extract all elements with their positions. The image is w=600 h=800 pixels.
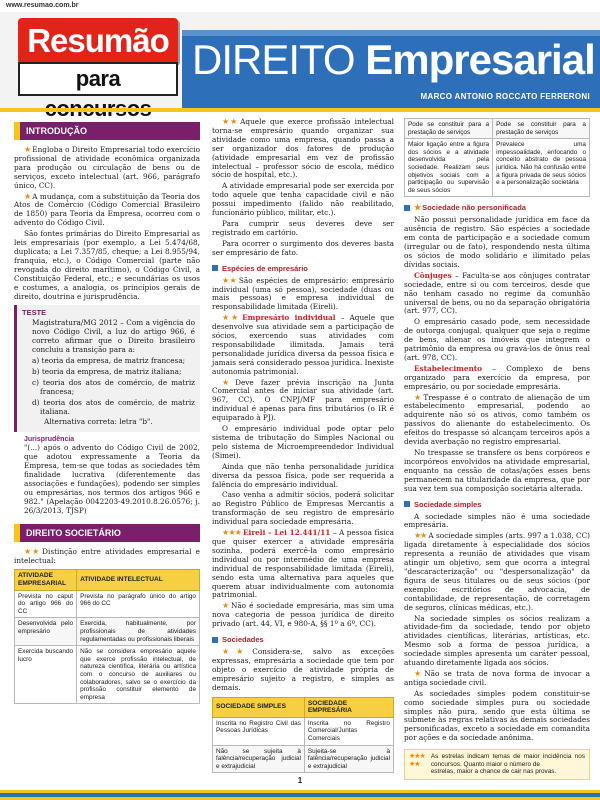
page-title bbox=[192, 36, 595, 84]
table-sociedades-continued bbox=[404, 118, 590, 197]
paragraph: Ainda que não tenha personalidade jurídica diversa da pessoa física, pode ser requerida a falência do empresário individual. bbox=[212, 461, 394, 489]
table-header: SOCIEDADE SIMPLES bbox=[213, 697, 305, 717]
paragraph: O empresário casado pode, sem necessidade de outorga conjugal, qualquer que seja o regime de bens, alienar os imóveis que integrem o patrimônio da empresa ou gravá-los de ônus real (art. 978, CC). bbox=[404, 317, 590, 362]
star-icon: ★ bbox=[24, 145, 31, 154]
table-row: Prevista no caput do artigo 966 do CC Prevista no parágrafo único do artigo 966 do CC bbox=[15, 590, 200, 618]
title-part2: Empresarial bbox=[365, 36, 595, 83]
table-atividades bbox=[14, 569, 200, 704]
table-row: Inscrita no Registro Civil das Pessoas Jurídicas Inscrita no Registro Comercial/Juntas Comerciais bbox=[213, 717, 394, 745]
paragraph: ★ A mudança, com a substituição da Teoria dos Atos de Comércio (Código Comercial Brasileiro de 1850) para Teoria da Empresa, ocorreu com o advento do Código Civil. bbox=[14, 191, 201, 228]
legend-text-2: estrelas, maior a chance de cair nas provas. bbox=[430, 768, 557, 776]
paragraph: Cônjuges – Faculta-se aos cônjuges contratar sociedade, entre si ou com terceiros, desde que não tenham casado no regime da comunhão universal de bens, ou no da separação obrigatória (art. 977, CC). bbox=[404, 270, 590, 316]
paragraph: ★★ Empresário individual – Aquele que desenvolve sua atividade sem a participação de sócios, exercendo suas atividades com responsabilidade ilimitada. Jamais terá personalidade jurídica diversa da pessoa física e jamais será considerado pessoa jurídica. Inexiste autonomia patrimonial. bbox=[212, 313, 395, 376]
paragraph: A sociedade simples não é uma sociedade empresária. bbox=[404, 511, 590, 530]
paragraph: Para ocorrer o surgimento dos deveres basta ser empresário de fato. bbox=[212, 238, 394, 257]
star-icon: ★ bbox=[222, 377, 234, 387]
paragraph: ★ Não se trata de nova forma de invocar a antiga sociedade civil. bbox=[404, 668, 590, 687]
paragraph: Caso venha a admitir sócios, poderá solicitar ao Registro Público de Empresas Mercantis a transformação de seu registro de empresário individual para sociedade empresária. bbox=[212, 490, 394, 527]
table-row: Desenvolvida pelo empresário Exercida, habitualmente, por profissionais de atividades regulamentadas ou profissionais liberais bbox=[15, 618, 200, 646]
paragraph: ★★ Aquele que exerce profissão intelectual torna-se empresário quando organizar sua atividade como uma empresa, quando passa a ser organizador dos fatores de produção (atividade empresarial em vez de profissão intelectual – professor sócio de escola, médico sócio de hospital, etc.). bbox=[212, 117, 394, 180]
paragraph: No trespasse se transfere os bens corpóreos e incorpóreos envolvidos na atividade empresarial, enquanto na cessão de cotas/ações esses bens permanecem na titularidade da empresa, que por sua vez tem sua composição societária alterada. bbox=[404, 448, 590, 493]
subsection-title: Espécies de empresário bbox=[212, 264, 394, 273]
teste-box bbox=[14, 305, 200, 432]
paragraph: Na sociedade simples os sócios realizam a atividade-fim da sociedade, tendo por objeto atividades científicas, literárias, artísticas, etc. Mesmo sob a forma de pessoa jurídica, a sociedade simples apresenta um caráter pessoal, atuando diretamente ligada aos sócios. bbox=[404, 613, 590, 668]
teste-option-c: c) teoria dos atos de comércio, de matriz francesa; bbox=[32, 377, 195, 396]
column-3 bbox=[404, 118, 590, 780]
paragraph: ★ Trespasse é o contrato de alienação de um estabelecimento empresarial, podendo ao adquirente não só os ativos, como também os passivos do alienante do estabelecimento. Os efeitos do trespasse só alcançam terceiros após a devida averbação no registro empresarial. bbox=[404, 392, 590, 447]
star-icon: ★★ bbox=[414, 531, 427, 541]
page-number: 1 bbox=[297, 776, 303, 785]
subsection-title: Sociedades bbox=[212, 635, 394, 644]
star-icon: ★★ bbox=[222, 275, 237, 285]
star-icon: ★★ bbox=[24, 546, 41, 556]
paragraph: São fontes primárias do Direito Empresarial as leis empresariais (por exemplo, a Lei 5.474/68, duplicata; a Lei 7.357/85, cheque; a Lei 8.955/94, franquia, etc.), o Código Comercial (parte não revogada do direito marítimo), o Código Civil, a Constituição Federal, etc.; e secundárias os usos e costumes, a analogia, os princípios gerais de direito, doutrina e jurisprudência. bbox=[14, 229, 200, 301]
subsection-title: Sociedade simples bbox=[404, 500, 590, 509]
paragraph: A atividade empresarial pode ser exercida por todo aquele que tenha capacidade civil e não possui impedimento (falido não reabilitado, funcionário público, militar, etc.). bbox=[212, 181, 394, 218]
paragraph: ★★ Distinção entre atividades empresarial e intelectual: bbox=[14, 546, 200, 565]
paragraph: ★ Deve fazer prévia inscrição na Junta Comercial antes de iniciar sua atividade (art. 967, CC). O CNPJ/MF para empresário individual é apenas para fins tributários (o IR é equiparado à PJ). bbox=[212, 377, 395, 423]
paragraph: As sociedades simples podem constituir-se como sociedade simples pura ou sociedade simples não pura, sendo que esta última se submete às regras relativas às demais sociedades personificadas, exceto a sociedade em comandita por ações e da sociedade anônima. bbox=[404, 688, 590, 743]
square-bullet-icon bbox=[404, 205, 410, 211]
logo-bottom-text: para bbox=[18, 62, 178, 96]
table-row: Não se sujeita à falência/recuperação judicial e extrajudicial Sujeita-se à falência/recuperação judicial e extrajudicial bbox=[213, 745, 394, 773]
square-bullet-icon bbox=[212, 265, 218, 271]
square-bullet-icon bbox=[212, 637, 218, 643]
teste-question: Magistratura/MG 2012 – Com a vigência do novo Código Civil, a luz do artigo 966, é correto afirmar que o Direito brasileiro concluiu a transição para a: bbox=[32, 318, 195, 355]
paragraph: ★ Engloba o Direito Empresarial todo exercício profissional de atividade econômica organizada para produção ou circulação de bens ou de serviços, exceto intelectual (art. 966, parágrafo único, CC). bbox=[14, 145, 200, 190]
teste-label: TESTE bbox=[22, 308, 47, 318]
teste-option-d: d) teoria dos atos de comércio, de matriz italiana. bbox=[32, 397, 195, 416]
subsection-title: ★ Sociedade não personificada bbox=[404, 203, 590, 212]
star-icon: ★ bbox=[24, 191, 31, 201]
star-icon: ★★★ bbox=[409, 753, 425, 761]
jurisprudencia-label: Jurisprudência bbox=[24, 436, 75, 444]
paragraph: Estabelecimento – Complexo de bens organizado para exercício da empresa, por empresário, ou por sociedade empresária. bbox=[404, 363, 590, 391]
section-title-societario: DIREITO SOCIETÁRIO bbox=[14, 524, 200, 542]
table-sociedades bbox=[212, 697, 394, 774]
table-row: Maior ligação entre a figura dos sócios e a atividade desenvolvida pela sociedade. Realizam seus objetivos sociais com a participação ou supervisão de seus sócios Prevalece uma impessoalidade, enfocando o conceito abstrato de pessoa jurídica. Não há confusão entre a figura privada de seus sócios e a personalização societária bbox=[405, 139, 590, 197]
column-1 bbox=[14, 118, 200, 708]
star-icon: ★★ bbox=[222, 647, 251, 657]
star-icon: ★★ bbox=[409, 760, 420, 768]
star-icon: ★ bbox=[222, 601, 229, 611]
paragraph: Para cumprir seus deveres deve ser registrado em cartório. bbox=[212, 218, 394, 237]
star-icon: ★★ bbox=[222, 313, 241, 323]
section-title-intro: INTRODUÇÃO bbox=[14, 122, 200, 140]
star-icon: ★★★ bbox=[222, 528, 241, 538]
title-part1: DIREITO bbox=[192, 36, 355, 83]
star-icon: ★ bbox=[414, 668, 423, 678]
paragraph: ★★ São espécies de empresário: empresário individual (uma só pessoa), sociedade (duas ou mais pessoas) e empresa individual de responsabilidade limitada (Eireli). bbox=[212, 275, 394, 312]
logo-top-text: Resumão bbox=[18, 18, 178, 64]
teste-option-b: b) teoria da empresa, de matriz italiana; bbox=[32, 366, 182, 376]
paragraph: ★ Não é sociedade empresária, mas sim uma nova categoria de pessoa jurídica de direito privado (art. 44, VI, e 980-A, §§ 1º a 6º, CC). bbox=[212, 601, 394, 629]
table-header: SOCIEDADE EMPRESÁRIA bbox=[304, 697, 393, 717]
table-row: Exercida buscando lucro Não se considera empresário aquele que exerce profissão intelectual, de natureza científica, literária ou artística com o concurso de auxiliares ou colaboradores, salvo se o exercício da profissão constituir elemento de empresa bbox=[15, 646, 200, 704]
table-row: Pode se constituir para a prestação de serviços Pode se constituir para a prestação de serviços bbox=[405, 119, 590, 139]
table-header: ATIVIDADE INTELECTUAL bbox=[77, 570, 200, 590]
author-name: MARCO ANTONIO ROCCATO FERRERONI bbox=[420, 92, 590, 101]
paragraph: ★★ Considera-se, salvo as exceções expressas, empresária a sociedade que tem por objeto o exercício de atividade própria de empresário sujeito a registro, e simples as demais. bbox=[212, 647, 394, 692]
legend-stars bbox=[409, 753, 427, 768]
table-header: ATIVIDADE EMPRESARIAL bbox=[15, 570, 77, 590]
teste-option-a: a) teoria da empresa, de matriz francesa; bbox=[32, 356, 186, 366]
column-2 bbox=[212, 118, 394, 777]
header-rule bbox=[0, 108, 600, 112]
paragraph: O empresário individual pode optar pelo sistema de tributação do Simples Nacional ou pelo sistema de Microempreendedor Individual (Simei). bbox=[212, 424, 394, 460]
site-url: www.resumao.com.br bbox=[6, 2, 79, 9]
logo bbox=[6, 18, 178, 96]
footer-rule bbox=[0, 790, 600, 800]
star-icon: ★★ bbox=[222, 117, 239, 126]
paragraph: ★★★ Eireli – Lei 12.441/11 – A pessoa física que quiser exercer a atividade empresária sozinha, poderá exercê-la como empresário individual ou por intermédio de uma empresa individual de responsabilidade limitada (Eireli), sendo esta uma alternativa para aqueles que querem atuar individualmente com autonomia patrimonial. bbox=[212, 528, 394, 600]
jurisprudencia-text: "(...) após o advento do Código Civil de 2002, que adotou expressamente a Teoria da Empresa, tem-se que todas as sociedades têm finalidade lucrativa (diferentemente das associações e fundações), podendo ser simples ou empresárias, nos termos dos artigos 966 e 982." (Apelação 0042203-49.2010.8.26.0576; j. 26/3/2013, TJSP) bbox=[24, 443, 200, 515]
teste-answer: Alternativa correta: letra "b". bbox=[44, 417, 153, 427]
paragraph: Não possui personalidade jurídica em face da ausência de registro. São espécies a sociedade em conta de participação e a sociedade comum (irregular ou de fato), respondendo nesta última os sócios de modo solidário e ilimitado pelas dívidas sociais. bbox=[404, 215, 590, 269]
legend-text-1: As estrelas indicam temas de maior incidência nos concursos. Quanto maior o número de bbox=[430, 753, 585, 768]
star-icon: ★ bbox=[414, 392, 422, 402]
paragraph: ★★ A sociedade simples (arts. 997 a 1.038, CC) ligada diretamente à especialidade dos sócios representa a reunião de atividades que visam atingir um objetivo, sem que ocorra a integral "descaracterização" ou "despersonalização" da figura de seus titulares ou de seus sócios (por exemplo: escritórios de advocacia, de contabilidade, de representação, de corretagem de seguros, clínicas médicas, etc.). bbox=[404, 531, 591, 612]
star-icon: ★ bbox=[414, 203, 421, 213]
square-bullet-icon bbox=[404, 501, 410, 507]
